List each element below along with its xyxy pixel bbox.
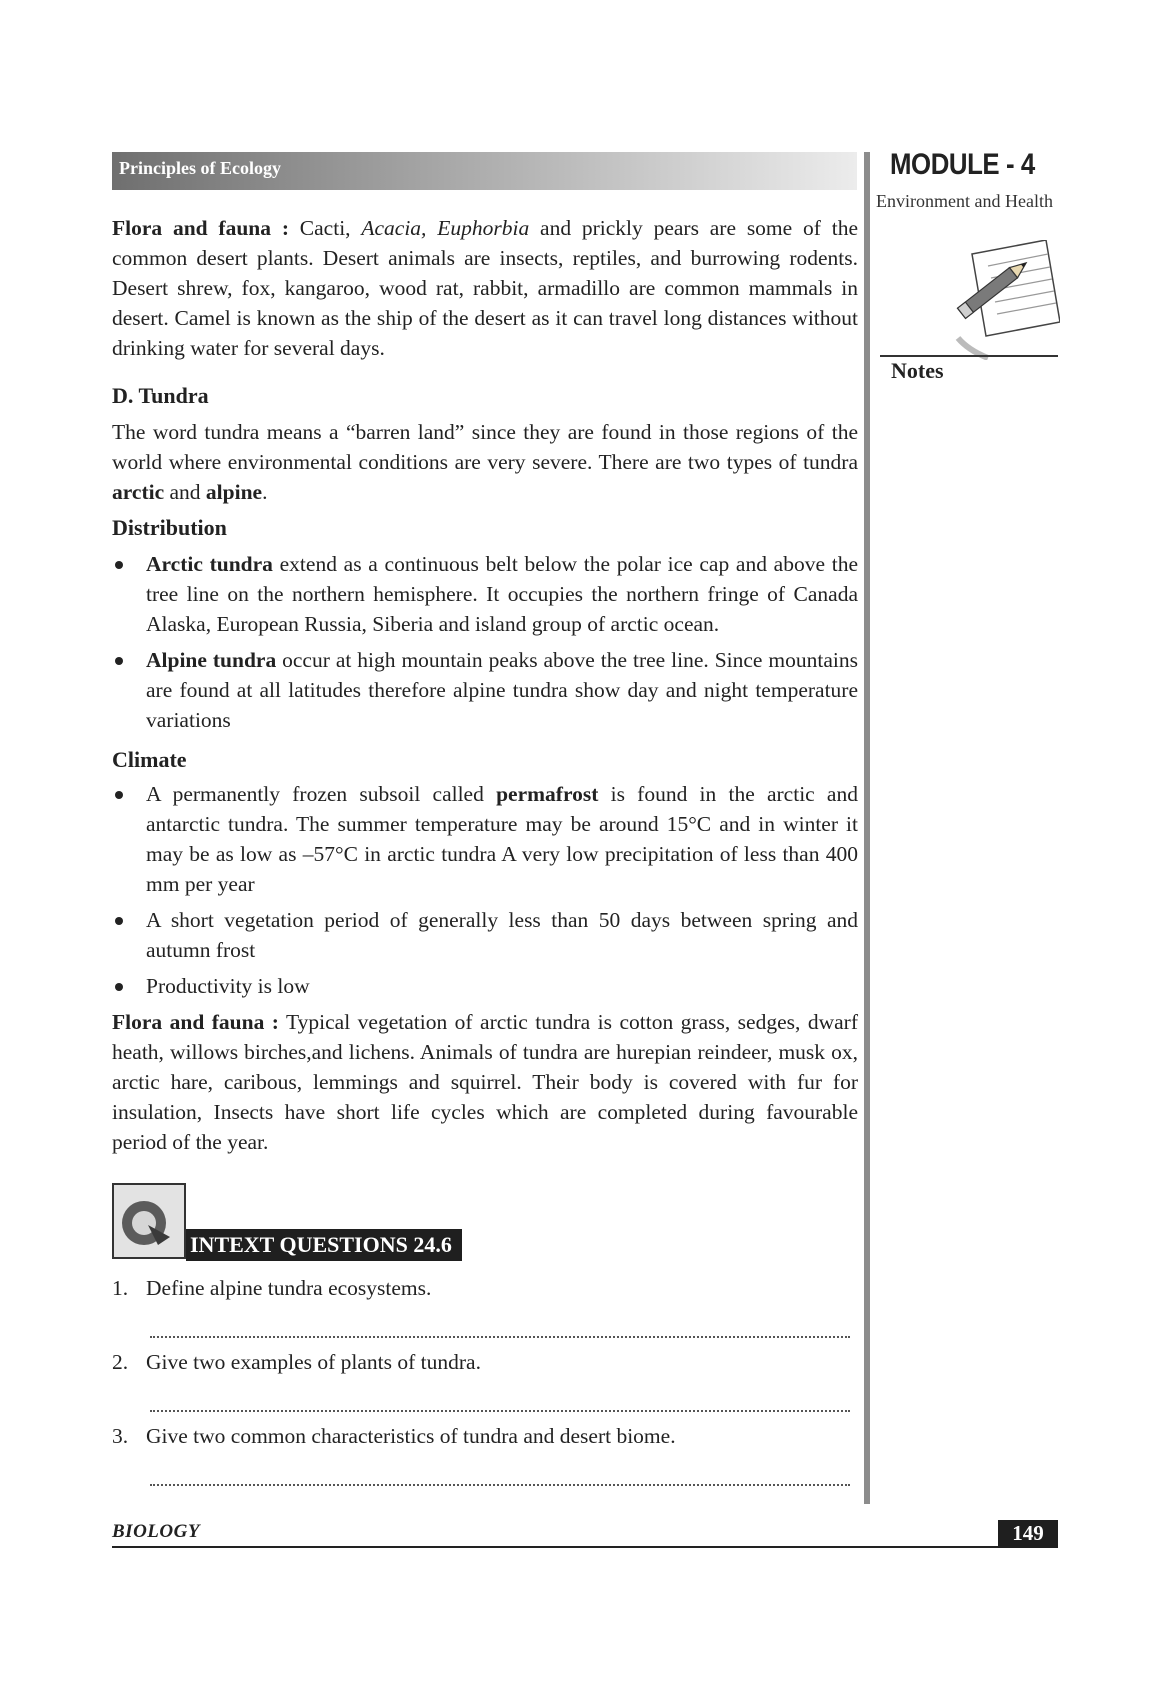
- bold-term: alpine: [205, 480, 263, 504]
- question-item: [112, 1424, 676, 1449]
- bullet-item: [112, 645, 858, 735]
- notes-label: Notes: [891, 358, 944, 383]
- tundra-heading: D. Tundra: [112, 383, 209, 408]
- text-run: .: [262, 480, 268, 504]
- question-item: [112, 1276, 431, 1301]
- footer-subject: BIOLOGY: [112, 1521, 200, 1542]
- module-title: MODULE - 4: [890, 148, 1035, 181]
- question-text: Give two examples of plants of tundra.: [146, 1350, 481, 1374]
- bullet-item: [112, 779, 858, 899]
- flora-fauna-label: Flora and fauna :: [112, 1010, 279, 1034]
- bold-term: Arctic tundra: [146, 552, 273, 576]
- question-text: Define alpine tundra ecosystems.: [146, 1276, 432, 1300]
- page-number: 149: [998, 1520, 1058, 1548]
- bullet-item: [112, 549, 858, 639]
- flora-fauna-desert-paragraph: [112, 213, 858, 363]
- bullet-item: [112, 905, 858, 965]
- question-number: 3.: [112, 1424, 129, 1448]
- distribution-heading: Distribution: [112, 515, 227, 540]
- text-run: The word tundra means a “barren land” since they are found in those regions of the world where environmental conditions are very severe. There are two types of tundra: [112, 420, 858, 474]
- margin-divider: [864, 152, 870, 1504]
- bullet-icon: [115, 917, 123, 925]
- footer-rule: [112, 1546, 1058, 1548]
- bullet-icon: [115, 791, 123, 799]
- text-run: Productivity is low: [146, 974, 310, 998]
- bullet-icon: [115, 657, 123, 665]
- question-number: 1.: [112, 1276, 129, 1300]
- text-run: A short vegetation period of generally less than 50 days between spring and autumn frost: [146, 908, 858, 962]
- text-run: Typical vegetation of arctic tundra is cotton grass, sedges, dwarf heath, willows birches,and lichens. Animals of tundra are hurepian reindeer, musk ox, arctic hare, caribous, lemmings and squirrel. Their body is covered with fur for insulation, Insects have short life cycles which are completed during favourable period of the year.: [112, 1010, 858, 1154]
- text-run: is found in the arctic and antarctic tundra. The summer temperature may be around 15°C and in winter it may be as low as –57°C in arctic tundra A very low precipitation of less than 400 mm per year: [146, 782, 858, 896]
- main-content: [112, 213, 858, 1157]
- text-run: A permanently frozen subsoil called: [146, 782, 497, 806]
- section-title: Principles of Ecology: [119, 158, 281, 178]
- answer-line: [150, 1410, 850, 1414]
- intext-questions-title: INTEXT QUESTIONS 24.6: [186, 1229, 462, 1261]
- bullet-icon: [115, 561, 123, 569]
- bold-term: permafrost: [496, 782, 599, 806]
- italic-species: Acacia, Euphorbia: [361, 216, 530, 240]
- question-icon: [112, 1183, 186, 1259]
- text-run: extend as a continuous belt below the polar ice cap and above the tree line on the northern hemisphere. It occupies the northern fringe of Canada Alaska, European Russia, Siberia and island group of arctic ocean.: [146, 552, 858, 636]
- bold-term: arctic: [112, 480, 165, 504]
- section-header-bar: [112, 152, 857, 190]
- tundra-intro-paragraph: [112, 417, 858, 507]
- bold-term: Alpine tundra: [146, 648, 277, 672]
- module-subtitle: Environment and Health: [876, 191, 1053, 211]
- text-run: and prickly pears are some of the common desert plants. Desert animals are insects, reptiles, and burrowing rodents. Desert shrew, fox, kangaroo, wood rat, rabbit, armadillo are common mammals in desert. Camel is known as the ship of the desert as it can travel long distances without drinking water for several days.: [112, 216, 858, 360]
- climate-heading: Climate: [112, 747, 187, 772]
- text-run: occur at high mountain peaks above the tree line. Since mountains are found at all latitudes therefore alpine tundra show day and night temperature variations: [146, 648, 858, 732]
- text-run: Cacti,: [288, 216, 362, 240]
- question-text: Give two common characteristics of tundra and desert biome.: [146, 1424, 676, 1448]
- question-item: [112, 1350, 481, 1375]
- notes-rule: [880, 355, 1058, 357]
- text-run: and: [164, 480, 206, 504]
- flora-fauna-label: Flora and fauna :: [112, 216, 289, 240]
- answer-line: [150, 1336, 850, 1340]
- question-number: 2.: [112, 1350, 129, 1374]
- bullet-icon: [115, 983, 123, 991]
- bullet-item: [112, 971, 858, 1001]
- flora-fauna-tundra-paragraph: [112, 1007, 858, 1157]
- answer-line: [150, 1484, 850, 1488]
- notes-pencil-icon: [948, 240, 1060, 365]
